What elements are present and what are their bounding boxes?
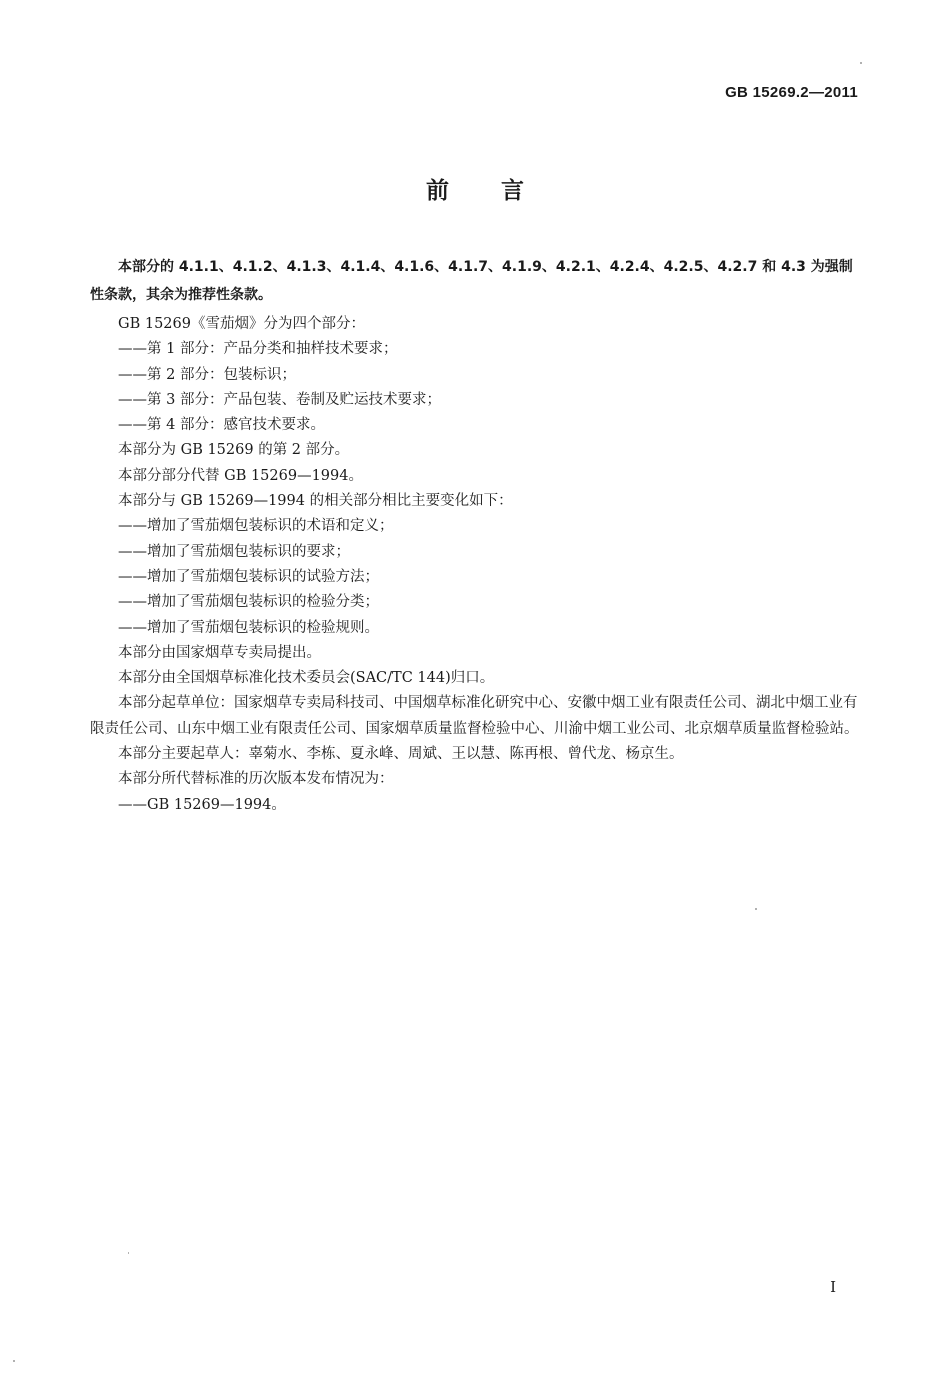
paragraph-this-part: 本部分为 GB 15269 的第 2 部分。	[118, 442, 350, 459]
scan-speck	[860, 62, 862, 64]
list-item-change-4: ——增加了雪茄烟包装标识的检验分类；	[118, 594, 379, 611]
list-item-part-3: ——第 3 部分：产品包装、卷制及贮运技术要求；	[118, 391, 441, 408]
paragraph-drafting-units: 本部分起草单位：国家烟草专卖局科技司、中国烟草标准化研究中心、安徽中烟工业有限责任公司、湖北中烟工业有限责任公司、山东中烟工业有限责任公司、国家烟草质量监督检验中心、川渝中烟工业公司、北京烟草质量监督检验站。	[90, 695, 859, 737]
list-item-history-1: ——GB 15269—1994。	[118, 796, 286, 813]
scan-speck	[13, 1360, 15, 1362]
list-item-part-1: ——第 1 部分：产品分类和抽样技术要求；	[118, 341, 398, 358]
paragraph-replaces: 本部分部分代替 GB 15269—1994。	[118, 467, 363, 484]
list-item-change-3: ——增加了雪茄烟包装标识的试验方法；	[118, 568, 379, 585]
paragraph-drafters: 本部分主要起草人：辜菊水、李栋、夏永峰、周斌、王以慧、陈再根、曾代龙、杨京生。	[118, 746, 684, 763]
page-title: 前言	[426, 178, 576, 204]
foreword-body	[90, 253, 860, 818]
page-number: I	[830, 1278, 836, 1296]
paragraph-parts-intro: GB 15269《雪茄烟》分为四个部分：	[118, 316, 365, 332]
list-item-change-1: ——增加了雪茄烟包装标识的术语和定义；	[118, 518, 394, 535]
paragraph-centralized-by: 本部分由全国烟草标准化技术委员会(SAC/TC 144)归口。	[118, 670, 495, 687]
list-item-change-2: ——增加了雪茄烟包装标识的要求；	[118, 543, 350, 560]
list-item-change-5: ——增加了雪茄烟包装标识的检验规则。	[118, 619, 379, 636]
scan-speck	[755, 908, 757, 910]
paragraph-changes-intro: 本部分与 GB 15269—1994 的相关部分相比主要变化如下：	[118, 493, 513, 510]
mandatory-clause-paragraph: 本部分的 4.1.1、4.1.2、4.1.3、4.1.4、4.1.6、4.1.7、4.1.9、4.2.1、4.2.4、4.2.5、4.2.7 和 4.3 为强制性条款，其余为推荐性条款。	[90, 259, 853, 303]
paragraph-proposed-by: 本部分由国家烟草专卖局提出。	[118, 644, 321, 661]
list-item-part-2: ——第 2 部分：包装标识；	[118, 366, 296, 383]
scan-speck	[128, 1252, 129, 1254]
list-item-part-4: ——第 4 部分：感官技术要求。	[118, 417, 325, 434]
standard-code: GB 15269.2—2011	[725, 84, 858, 101]
paragraph-history-intro: 本部分所代替标准的历次版本发布情况为：	[118, 771, 394, 788]
